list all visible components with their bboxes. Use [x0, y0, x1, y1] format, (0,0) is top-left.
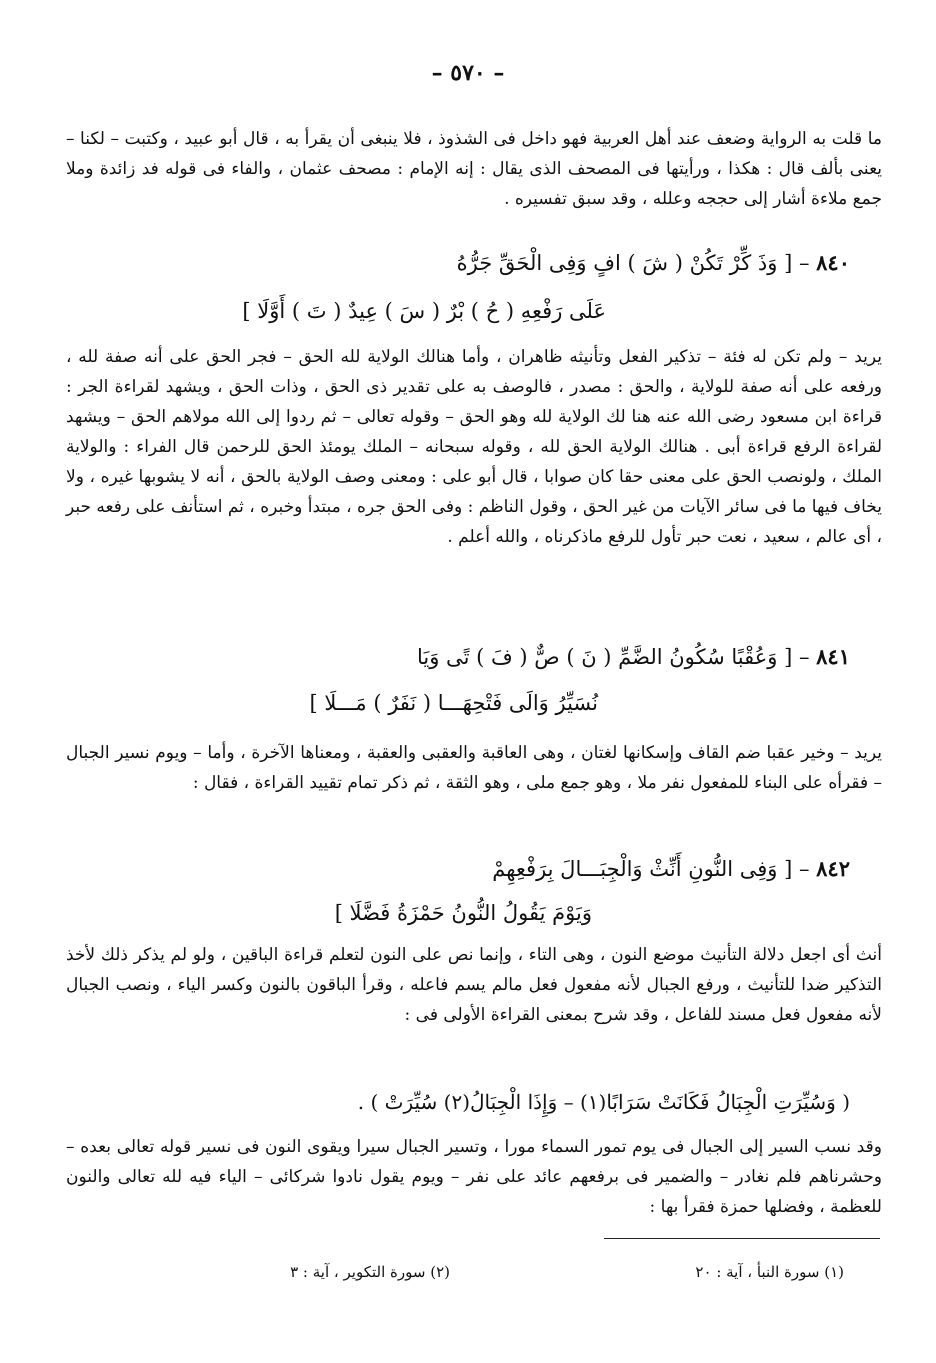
verse-842-line-1 — [492, 852, 850, 886]
verse-text: – [ وَذَ كِّرْ تَكُنْ ( شَ ) افٍ وَفِى الْحَقِّ جَرُّهُ — [456, 251, 810, 275]
paragraph-commentary-841: يريد – وخير عقبا ضم القاف وإسكانها لغتان ، وهى العاقبة والعقبى والعقبة ، ومعناها الآخرة ، وأما – ويوم نسير الجبال – فقرأه على البناء للمفعول نفر ملا ، وهو جمع ملى ، وهو الثقة ، ثم ذكر تمام تقييد القراءة ، فقال : — [66, 743, 882, 793]
verse-842-line-2: وَيَوْمَ يَقُولُ النُّونُ حَمْزَةُ فَضَّلَا ] — [334, 901, 592, 925]
paragraph-intro: ما قلت به الرواية وضعف عند أهل العربية فهو داخل فى الشذوذ ، فلا ينبغى أن يقرأ به ، قال أبو عبيد ، وكتبت – لكنا – يعنى بألف قال : هكذا ، ورأيتها فى المصحف الذى يقال : إنه الإمام : مصحف عثمان ، والفاء فى قوله فد زائدة وملا جمع ملاءة أشار إلى حججه وعلله ، وقد سبق تفسيره . — [66, 129, 882, 209]
verse-841-line-2: نُسَيِّرُ وَالَى فَتْحِهَـــا ( نَفَرٌ ) مَـــلَا ] — [309, 691, 598, 715]
verse-number: ٨٤٢ — [816, 856, 850, 881]
verse-text: – [ وَعُقْبًا سُكُونُ الضَّمِّ ( نَ ) صٌّ ( فَ ) تًى وَيَا — [417, 645, 810, 669]
verse-text: – [ وَفِى النُّونِ أَنِّثْ وَالْجِبَـــالَ بِرَفْعِهِمْ — [492, 857, 810, 881]
page-number: – ٥٧٠ – — [431, 60, 505, 86]
footnote-separator — [604, 1238, 880, 1239]
verse-number: ٨٤٠ — [816, 250, 850, 275]
footnote-1: (١) سورة النبأ ، آية : ٢٠ — [695, 1263, 844, 1281]
verse-number: ٨٤١ — [816, 644, 850, 669]
verse-840-line-1 — [457, 246, 850, 280]
verse-840-line-2: عَلَى رَفْعِهِ ( حُ ) بْرٌ ( سَ ) عِيدٌ ( تَ ) أَوَّلَا ] — [242, 299, 606, 323]
quran-quote: ( وَسُيِّرَتِ الْجِبَالُ فَكَانَتْ سَرَابًا(١) – وَإِذَا الْجِبَالُ(٢) سُيِّرَتْ ) . — [357, 1090, 850, 1114]
paragraph-closing: وقد نسب السير إلى الجبال فى يوم تمور السماء مورا ، وتسير الجبال سيرا ويقوى النون فى نسير قوله تعالى بعده – وحشرناهم فلم نغادر – والضمير فى برفعهم عائد على نفر – ويوم يقول نادوا شركائى – الياء فيه لله تعالى والنون للعظمة ، وفضلها حمزة فقرأ بها : — [66, 1137, 882, 1217]
verse-841-line-1 — [417, 640, 850, 674]
footnote-2: (٢) سورة التكوير ، آية : ٣ — [290, 1263, 450, 1281]
paragraph-commentary-840: يريد – ولم تكن له فئة – تذكير الفعل وتأنيثه ظاهران ، وأما هنالك الولاية لله الحق – فجر الحق على أنه صفة لله ، ورفعه على أنه صفة للولاية ، والحق : مصدر ، فالوصف به على تقدير ذى الحق ، وذات الحق ، ويشهد لقراءة الجر : قراءة ابن مسعود رضى الله عنه هنا لك الولاية لله وهو الحق – وقوله تعالى – ثم ردوا إلى الله مولاهم الحق – ويشهد لقراءة الرفع قراءة أبى . هنالك الولاية الحق لله ، وقوله سبحانه – الملك يومئذ الحق للرحمن قال الفراء : والولاية الملك ، ولونصب الحق على معنى حقا كان صوابا ، قال أبو على : ومعنى وصف الولاية بالحق ، أنه لا يشوبها غيره ، ولا يخاف فيها ما فى سائر الآيات من غير الحق ، وقول الناظم : وفى الحق جره ، مبتدأ وخبره ، ثم استأنف على رفعه حبر ، أى عالم ، سعيد ، نعت حبر تأول للرفع ماذكرناه ، والله أعلم . — [66, 347, 882, 547]
paragraph-commentary-842: أنث أى اجعل دلالة التأنيث موضع النون ، وهى التاء ، وإنما نص على النون لتعلم قراءة الباقين ، ولو لم يذكر ذلك لأخذ التذكير ضدا للتأنيث ، ورفع الجبال لأنه مفعول فعل مالم يسم فاعله ، وقرأ الباقون بالنون وكسر الياء ، ونصب الجبال لأنه مفعول فعل مسند للفاعل ، وقد شرح بمعنى القراءة الأولى فى : — [66, 945, 882, 1025]
